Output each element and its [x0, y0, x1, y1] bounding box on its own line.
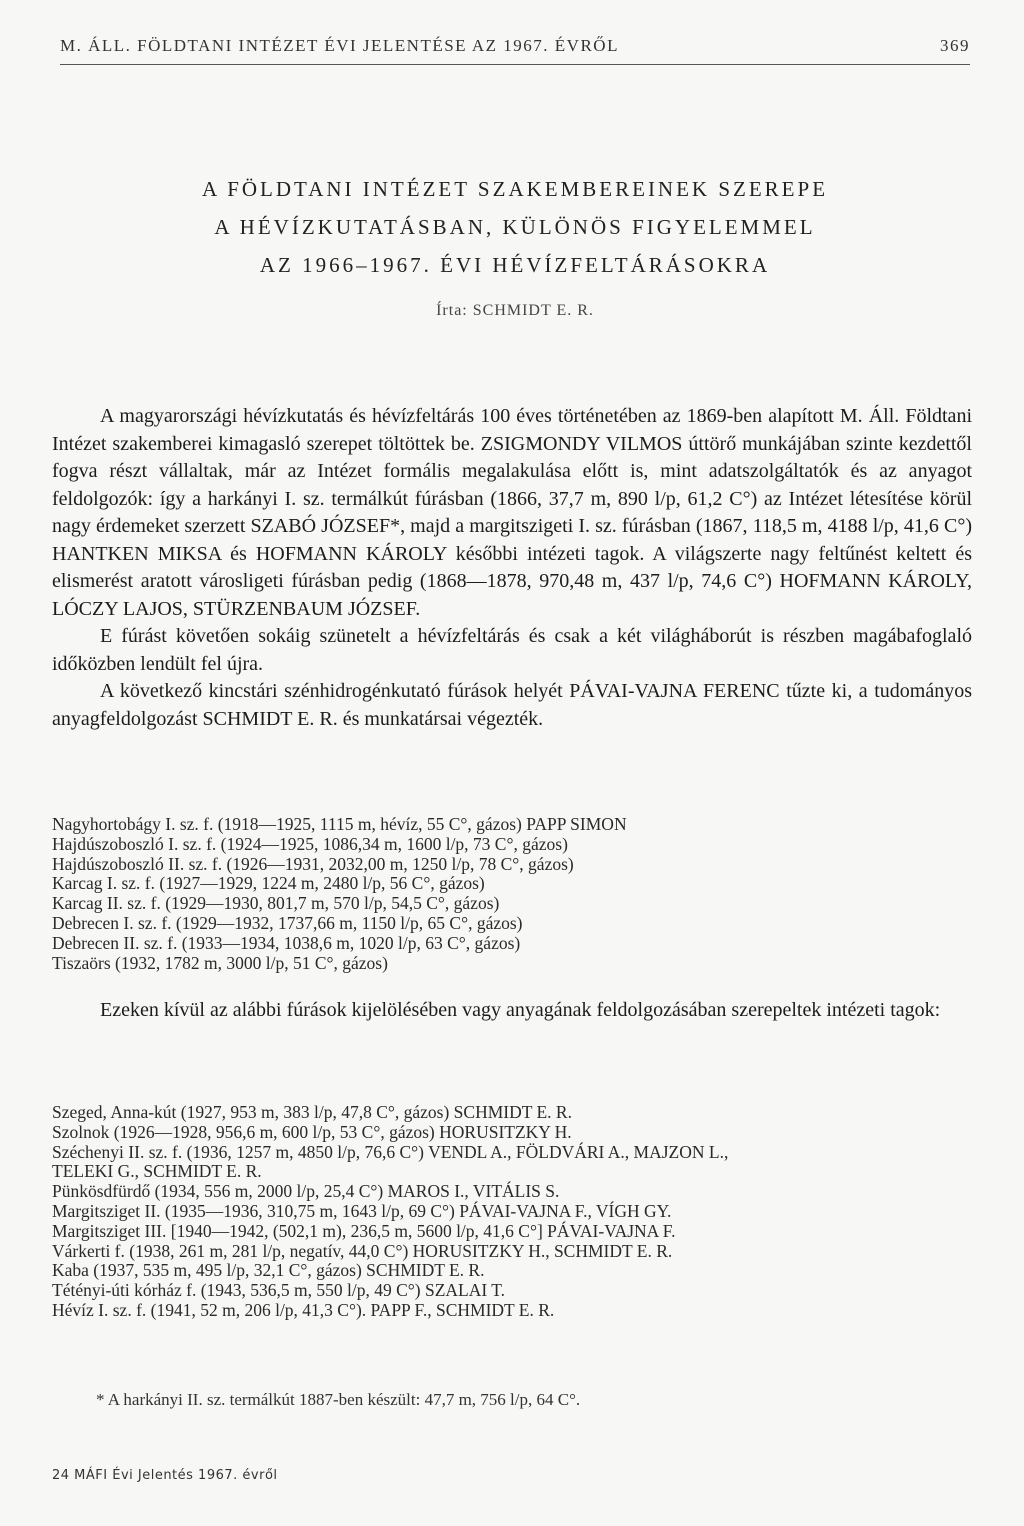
borehole-list-2 — [52, 1103, 972, 1321]
paragraph-3: A következő kincstári szénhidrogénkutató fúrások helyét PÁVAI-VAJNA FERENC tűzte ki, a tudományos anyagfeldolgozást SCHMIDT E. R. és munkatársai végezték. — [52, 680, 972, 730]
list-item: Karcag II. sz. f. (1929—1930, 801,7 m, 570 l/p, 54,5 C°, gázos) — [52, 893, 500, 914]
list-item: Tiszaörs (1932, 1782 m, 3000 l/p, 51 C°, gázos) — [52, 952, 388, 973]
list-item: Nagyhortobágy I. sz. f. (1918—1925, 1115 m, hévíz, 55 C°, gázos) PAPP SIMON — [52, 814, 627, 834]
middle-paragraph: Ezeken kívül az alábbi fúrások kijelölésében vagy anyagának feldolgozásában szerepeltek intézeti tagok: — [100, 999, 941, 1021]
list-item: Debrecen II. sz. f. (1933—1934, 1038,6 m, 1020 l/p, 63 C°, gázos) — [52, 932, 521, 953]
footnote: * A harkányi II. sz. termálkút 1887-ben készült: 47,7 m, 756 l/p, 64 C°. — [96, 1390, 581, 1409]
list-item: Pünkösdfürdő (1934, 556 m, 2000 l/p, 25,4 C°) MAROS I., VITÁLIS S. — [52, 1181, 560, 1202]
title-line-2: A HÉVÍZKUTATÁSBAN, KÜLÖNÖS FIGYELEMMEL — [214, 215, 816, 239]
list-item: Margitsziget III. [1940—1942, (502,1 m), 236,5 m, 5600 l/p, 41,6 C°] PÁVAI-VAJNA F. — [52, 1220, 676, 1241]
list-item: Hévíz I. sz. f. (1941, 52 m, 206 l/p, 41,3 C°). PAPP F., SCHMIDT E. R. — [52, 1299, 555, 1320]
list-item: Kaba (1937, 535 m, 495 l/p, 32,1 C°, gázos) SCHMIDT E. R. — [52, 1260, 485, 1281]
paragraph-2: E fúrást követően sokáig szünetelt a hévízfeltárás és csak a két világháborút is részben magábafoglaló időközben lendült fel újra. — [52, 625, 972, 675]
list-item: Tétényi-úti kórház f. (1943, 536,5 m, 550 l/p, 49 C°) SZALAI T. — [52, 1280, 506, 1301]
paragraph-1: A magyarországi hévízkutatás és hévízfeltárás 100 éves történetében az 1869-ben alapított M. Áll. Földtani Intézet szakemberei kimagasló szerepet töltöttek be. ZSIGMONDY VILMOS úttörő munkájában szinte kezdettől fogva részt vállaltak, már az Intézet formális megalakulása előtt is, mint adatszolgáltatók és az anyagot feldolgozók: így a harkányi I. sz. termálkút fúrásban (1866, 37,7 m, 890 l/p, 61,2 C°) az Intézet létesítése körül nagy érdemeket szerzett SZABÓ JÓZSEF*, majd a margitszigeti I. sz. fúrásban (1867, 118,5 m, 4188 l/p, 41,6 C°) HANTKEN MIKSA és HOFMANN KÁROLY későbbi intézeti tagok. A világszerte nagy feltűnést keltett és elismerést aratott városligeti fúrásban pedig (1868—1878, 970,48 m, 437 l/p, 74,6 C°) HOFMANN KÁROLY, LÓCZY LAJOS, STÜRZENBAUM JÓZSEF. — [52, 405, 972, 620]
list-item: Hajdúszoboszló II. sz. f. (1926—1931, 2032,00 m, 1250 l/p, 78 C°, gázos) — [52, 853, 574, 874]
list-item: Szolnok (1926—1928, 956,6 m, 600 l/p, 53 C°, gázos) HORUSITZKY H. — [52, 1121, 572, 1142]
title-line-3: AZ 1966–1967. ÉVI HÉVÍZFELTÁRÁSOKRA — [259, 253, 771, 277]
borehole-list-1 — [52, 815, 972, 973]
list-item: Széchenyi II. sz. f. (1936, 1257 m, 4850 l/p, 76,6 C°) VENDL A., FÖLDVÁRI A., MAJZON L., — [52, 1141, 729, 1162]
page-number: 369 — [940, 36, 970, 55]
list-item: Karcag I. sz. f. (1927—1929, 1224 m, 2480 l/p, 56 C°, gázos) — [52, 873, 485, 894]
article-title — [60, 170, 970, 284]
middle-paragraph-block — [52, 996, 972, 1024]
running-title: M. ÁLL. FÖLDTANI INTÉZET ÉVI JELENTÉSE AZ 1967. ÉVRŐL — [60, 36, 619, 55]
list-item: Margitsziget II. (1935—1936, 310,75 m, 1643 l/p, 69 C°) PÁVAI-VAJNA F., VÍGH GY. — [52, 1200, 672, 1221]
list-item: Debrecen I. sz. f. (1929—1932, 1737,66 m, 1150 l/p, 65 C°, gázos) — [52, 912, 523, 933]
list-item: Szeged, Anna-kút (1927, 953 m, 383 l/p, 47,8 C°, gázos) SCHMIDT E. R. — [52, 1102, 572, 1122]
list-item: Várkerti f. (1938, 261 m, 281 l/p, negatív, 44,0 C°) HORUSITZKY H., SCHMIDT E. R. — [52, 1240, 673, 1261]
list-item: Hajdúszoboszló I. sz. f. (1924—1925, 1086,34 m, 1600 l/p, 73 C°, gázos) — [52, 833, 568, 854]
title-line-1: A FÖLDTANI INTÉZET SZAKEMBEREINEK SZEREPE — [201, 177, 829, 201]
folio: 24 MÁFI Évi Jelentés 1967. évről — [52, 1468, 278, 1483]
byline: Írta: SCHMIDT E. R. — [436, 302, 594, 319]
running-head — [60, 36, 970, 65]
body-text — [52, 403, 972, 733]
list-item: TELEKI G., SCHMIDT E. R. — [52, 1161, 262, 1182]
